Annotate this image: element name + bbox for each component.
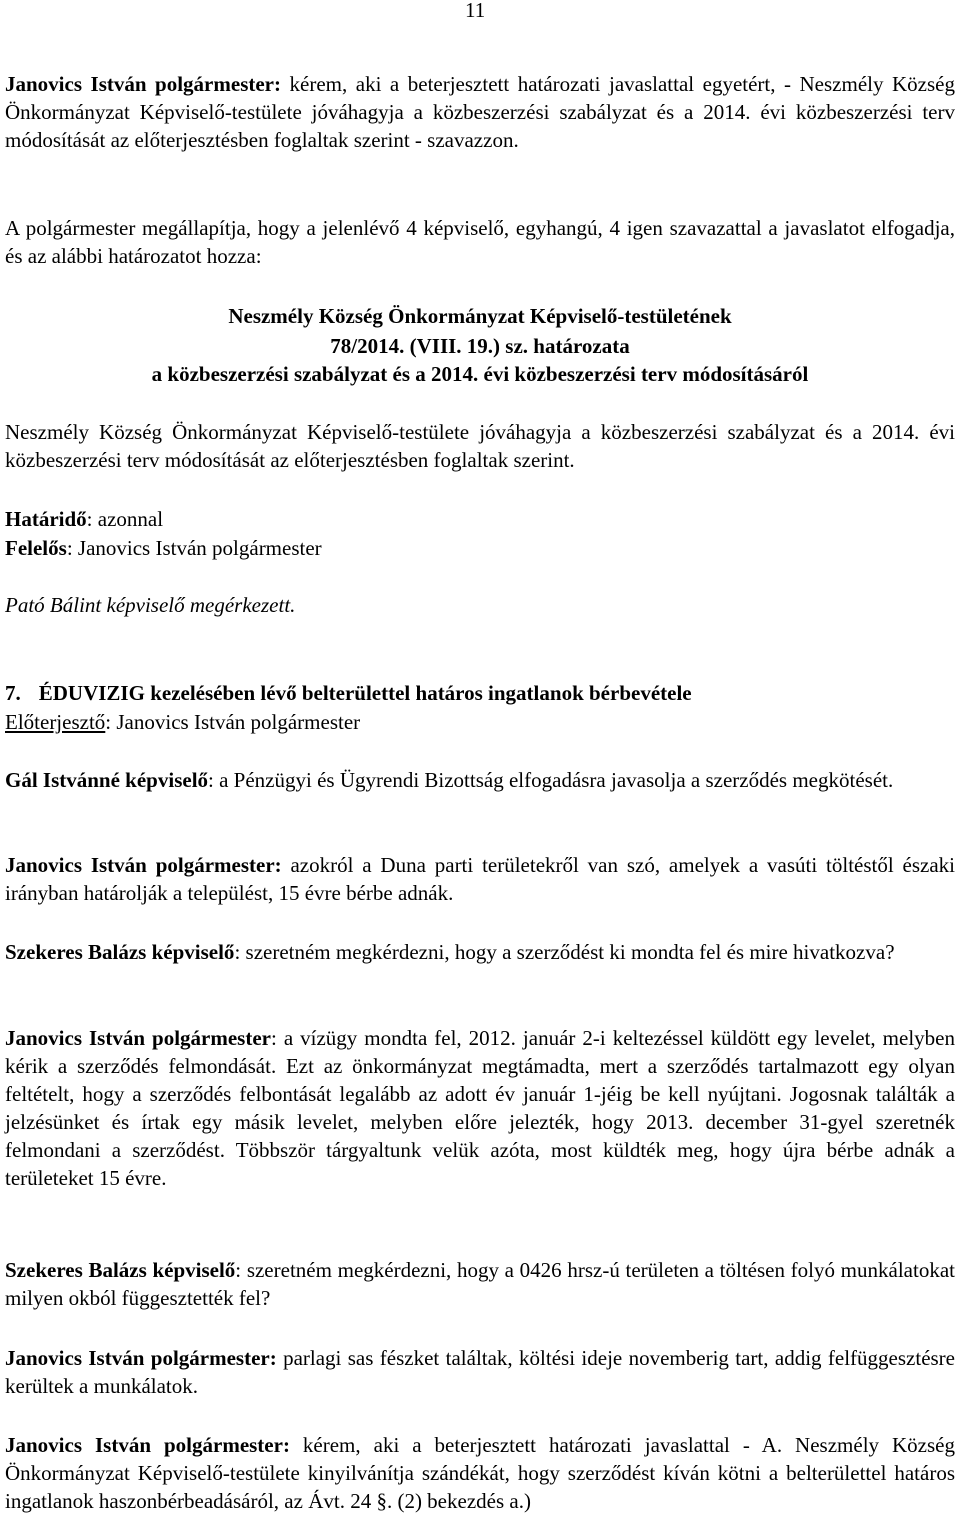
speaker-name: Janovics István polgármester: xyxy=(5,72,281,96)
speaker-name: Janovics István polgármester xyxy=(5,1026,271,1050)
speaker-name: Szekeres Balázs képviselő xyxy=(5,1258,236,1282)
speaker-name: Janovics István polgármester: xyxy=(5,1433,290,1457)
paragraph-text: kérem, aki a beterjesztett határozati javaslattal egyetért, - Neszmély Község Önkormányzat Képviselő-testülete jóváhagyja a közbeszerzési szabályzat és a 2014. évi közbeszerzési terv módosítását az előterjesztésben foglaltak szerint - szavazzon. xyxy=(5,72,955,152)
deadline-value: : azonnal xyxy=(86,507,164,531)
paragraph-mayor-finding: A polgármester megállapítja, hogy a jelenlévő 4 képviselő, egyhangú, 4 igen szavazattal a javaslatot elfogadja, és az alábbi határozatot hozza: xyxy=(5,216,955,268)
discussion-entry xyxy=(5,1024,955,1192)
speaker-name: Janovics István polgármester: xyxy=(5,853,282,877)
resolution-heading-line2: 78/2014. (VIII. 19.) sz. határozata xyxy=(330,334,630,358)
presenter-label: Előterjesztő xyxy=(5,710,106,734)
resolution-heading-line3: a közbeszerzési szabályzat és a 2014. évi közbeszerzési terv módosításáról xyxy=(151,362,809,386)
entry-text: : szeretném megkérdezni, hogy a 0426 hrsz-ú területen a töltésen folyó munkálatokat milyen okból függesztették fel? xyxy=(5,1258,955,1310)
discussion-entry xyxy=(5,1256,955,1312)
discussion-entry xyxy=(5,766,955,794)
agenda-item-7-title xyxy=(5,679,955,707)
entry-text: : szeretném megkérdezni, hogy a szerződést ki mondta fel és mire hivatkozva? xyxy=(234,940,895,964)
discussion-entry xyxy=(5,938,955,966)
responsible-line xyxy=(5,534,955,562)
page-number: 11 xyxy=(465,0,486,22)
agenda-title: ÉDUVIZIG kezelésében lévő belterülettel határos ingatlanok bérbevétele xyxy=(38,681,692,705)
paragraph-vote-call xyxy=(5,70,955,154)
arrival-note: Pató Bálint képviselő megérkezett. xyxy=(5,593,296,617)
presenter-value: : Janovics István polgármester xyxy=(105,710,361,734)
resolution-heading-line1: Neszmély Község Önkormányzat Képviselő-testületének xyxy=(228,304,732,328)
entry-text: : a Pénzügyi és Ügyrendi Bizottság elfogadásra javasolja a szerződés megkötését. xyxy=(208,768,894,792)
discussion-entry xyxy=(5,1344,955,1400)
discussion-entry xyxy=(5,851,955,907)
resolution-body: Neszmély Község Önkormányzat Képviselő-testülete jóváhagyja a közbeszerzési szabályzat és a 2014. évi közbeszerzési terv módosítását az előterjesztésben foglaltak szerint. xyxy=(5,420,955,472)
speaker-name: Szekeres Balázs képviselő xyxy=(5,940,235,964)
entry-text: azokról a Duna parti területekről van szó, amelyek a vasúti töltéstől északi irányban határolják a települést, 15 évre bérbe adnák. xyxy=(5,853,955,905)
speaker-name: Janovics István polgármester: xyxy=(5,1346,277,1370)
deadline-line xyxy=(5,505,955,533)
entry-text: : a vízügy mondta fel, 2012. január 2-i keltezéssel küldött egy levelet, melyben kérik a szerződés felmondását. Ezt az önkormányzat megtámadta, mert a szerződés tartalmazott egy olyan feltételt, hogy a szerződés felbontását legalább az adott év január 1-jéig be kell nyújtani. Jogosnak találták a jelzésünket és írtak egy másik levelet, melyben előre jelezték, hogy 2013. december 31-gyel szeretnék felmondani a szerződést. Többször tárgyaltunk velük azóta, most küldték meg, hogy újra bérbe adnák a területeket 15 évre. xyxy=(5,1026,955,1190)
agenda-presenter xyxy=(5,708,955,736)
entry-text: kérem, aki a beterjesztett határozati javaslattal - A. Neszmély Község Önkormányzat Képviselő-testülete kinyilvánítja szándékát, hogy szerződést kíván kötni a belterülettel határos ingatlanok haszonbérbeadásáról, az Ávt. 24 §. (2) bekezdés a.) xyxy=(5,1433,955,1513)
speaker-name: Gál Istvánné képviselő xyxy=(5,768,209,792)
entry-text: parlagi sas fészket találtak, költési ideje novemberig tart, addig felfüggesztésre kerültek a munkálatok. xyxy=(5,1346,955,1398)
responsible-label: Felelős xyxy=(5,536,67,560)
deadline-label: Határidő xyxy=(5,507,87,531)
agenda-number: 7. xyxy=(5,681,21,705)
discussion-entry xyxy=(5,1431,955,1515)
responsible-value: : Janovics István polgármester xyxy=(66,536,322,560)
